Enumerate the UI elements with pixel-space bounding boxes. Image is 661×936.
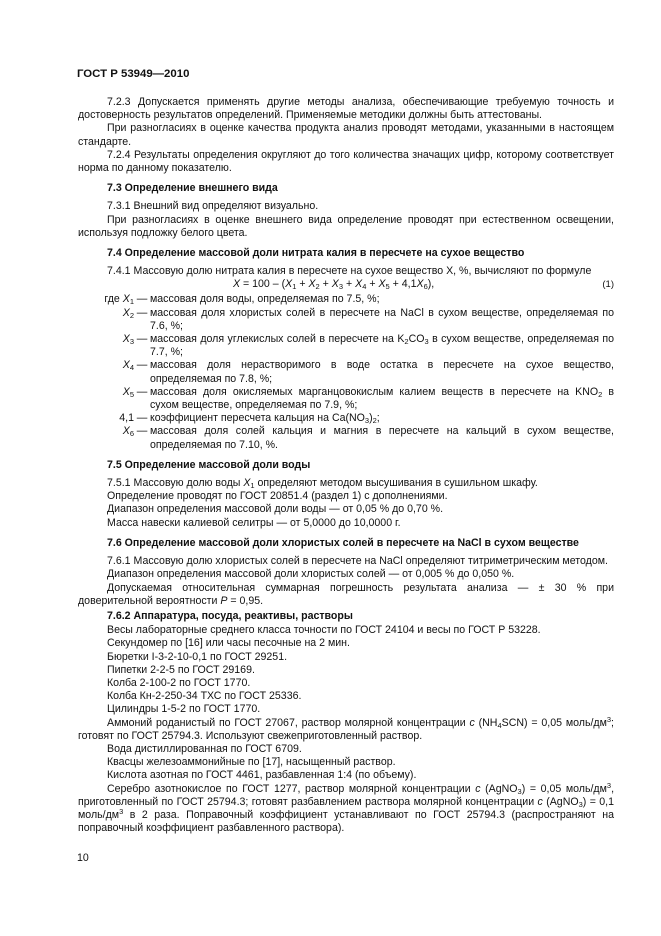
paragraph-7-3-1: 7.3.1 Внешний вид определяют визуально. [107, 200, 319, 213]
equipment-item: Цилиндры 1-5-2 по ГОСТ 1770. [107, 703, 261, 716]
paragraph-7-2-3: 7.2.3 Допускается применять другие методы анализа, обеспечивающие требуемую точность и достоверность результатов определений. Применяемые методики должны быть аттестованы. [78, 96, 614, 122]
paragraph-7-6-error: Допускаемая относительная суммарная погрешность результата анализа — ± 30 % при доверительной вероятности P = 0,95. [78, 581, 614, 607]
paragraph-7-4-1: 7.4.1 Массовую долю нитрата калия в пересчете на сухое вещество X, %, вычисляют по формуле [107, 265, 592, 278]
equipment-item: Бюретки I-3-2-10-0,1 по ГОСТ 29251. [107, 650, 288, 663]
paragraph-7-6-range: Диапазон определения массовой доли хлористых солей — от 0,005 % до 0,050 %. [107, 568, 515, 581]
paragraph-7-5-method: Определение проводят по ГОСТ 20851.4 (раздел 1) с дополнениями. [107, 490, 448, 503]
equipment-item: Колба 2-100-2 по ГОСТ 1770. [107, 676, 251, 689]
legend-item: $X_3$ — массовая доля углекислых солей в пересчете на $K_2CO_3$ в сухом веществе, определяемая по 7.7, %; [122, 333, 614, 359]
paragraph-7-5-1: 7.5.1 Массовую долю воды $X_1$ определяют методом высушивания в сушильном шкафу. [107, 477, 538, 491]
reagent-nitric-acid: Кислота азотная по ГОСТ 4461, разбавленная 1:4 (по объему). [107, 769, 417, 782]
paragraph-7-2-4: 7.2.4 Результаты определения округляют до того количества значащих цифр, которому соответствует норма по данному показателю. [78, 148, 614, 175]
heading-7-5: 7.5 Определение массовой доли воды [107, 458, 311, 471]
formula-expression: $X = 100 - (X_1 + X_2 + X_3 + X_4 + X_5 + 4,1X_6)$, [233, 278, 435, 292]
page-number: 10 [77, 852, 89, 864]
heading-7-6-2: 7.6.2 Аппаратура, посуда, реактивы, растворы [107, 609, 353, 622]
paragraph-7-5-mass: Масса навески калиевой селитры — от 5,0000 до 10,0000 г. [107, 516, 401, 529]
reagent-alum: Квасцы железоаммонийные по [17], насыщенный раствор. [107, 756, 396, 769]
legend-item: $X_4$ — массовая доля нерастворимого в воде остатка в пересчете на сухое вещество, определяемая по 7.8, %; [122, 359, 614, 385]
paragraph-7-2-3-disagreement: При разногласиях в оценке качества продукта анализ проводят методами, указанными в настоящем стандарте. [78, 122, 614, 148]
document-header: ГОСТ Р 53949—2010 [77, 68, 190, 80]
heading-7-6: 7.6 Определение массовой доли хлористых солей в пересчете на NaCl в сухом веществе [107, 536, 579, 549]
equipment-item: Пипетки 2-2-5 по ГОСТ 29169. [107, 663, 255, 676]
legend-item: $X_5$ — массовая доля окисляемых марганцовокислым калием веществ в пересчете на $KNO_2$ в сухом веществе, определяемая по 7.9, %; [122, 385, 614, 412]
equipment-item: Весы лабораторные среднего класса точности по ГОСТ 24104 и весы по ГОСТ Р 53228. [107, 624, 541, 637]
formula-number: (1) [602, 279, 614, 291]
legend-item: $X_2$ — массовая доля хлористых солей в пересчете на NaCl в сухом веществе, определяемая по 7.6, %; [122, 306, 614, 332]
formula-1 [78, 278, 614, 293]
page-body [78, 96, 614, 835]
equipment-item: Секундомер по [16] или часы песочные на 2 мин. [107, 637, 350, 650]
heading-7-3: 7.3 Определение внешнего вида [107, 182, 278, 195]
reagent-ammonium: Аммоний роданистый по ГОСТ 27067, раствор молярной концентрации c $(NH_4SCN) = 0,05$ моль/$дм^3$; готовят по ГОСТ 25794.3. Используют свежеприготовленный раствор. [78, 714, 614, 742]
legend-item: где $X_1$ — массовая доля воды, определяемая по 7.5, %; [104, 293, 380, 307]
reagent-silver-nitrate: Серебро азотнокислое по ГОСТ 1277, раствор молярной концентрации c (AgNO$_3$) = 0,05 моль/$дм^3$, приготовленный по ГОСТ 25794.3; готовят разбавлением раствора молярной концентрации c (AgNO$_3$) = 0,1 моль/$дм^3$ в 2 раза. Поправочный коэффициент устанавливают по ГОСТ 25794.3 (распространяют на поправочный коэффициент разбавленного раствора). [78, 780, 615, 835]
paragraph-7-3-1-disagreement: При разногласиях в оценке внешнего вида определение проводят при естественном освещении, используя подложку белого цвета. [78, 213, 614, 239]
equipment-item: Колба Кн-2-250-34 ТХС по ГОСТ 25336. [107, 690, 302, 703]
reagent-water: Вода дистиллированная по ГОСТ 6709. [107, 742, 302, 755]
paragraph-7-5-range: Диапазон определения массовой доли воды — от 0,05 % до 0,70 %. [107, 503, 444, 516]
formula-legend [78, 293, 614, 451]
legend-item: 4,1 — коэффициент пересчета кальция на $Ca(NO_3)_2$; [119, 412, 380, 426]
legend-item: $X_6$ — массовая доля солей кальция и магния в пересчете на кальций в сухом веществе, определяемая по 7.10, %. [122, 425, 614, 451]
paragraph-7-6-1: 7.6.1 Массовую долю хлористых солей в пересчете на NaCl определяют титриметрическим методом. [107, 555, 608, 568]
heading-7-4: 7.4 Определение массовой доли нитрата калия в пересчете на сухое вещество [107, 247, 525, 260]
